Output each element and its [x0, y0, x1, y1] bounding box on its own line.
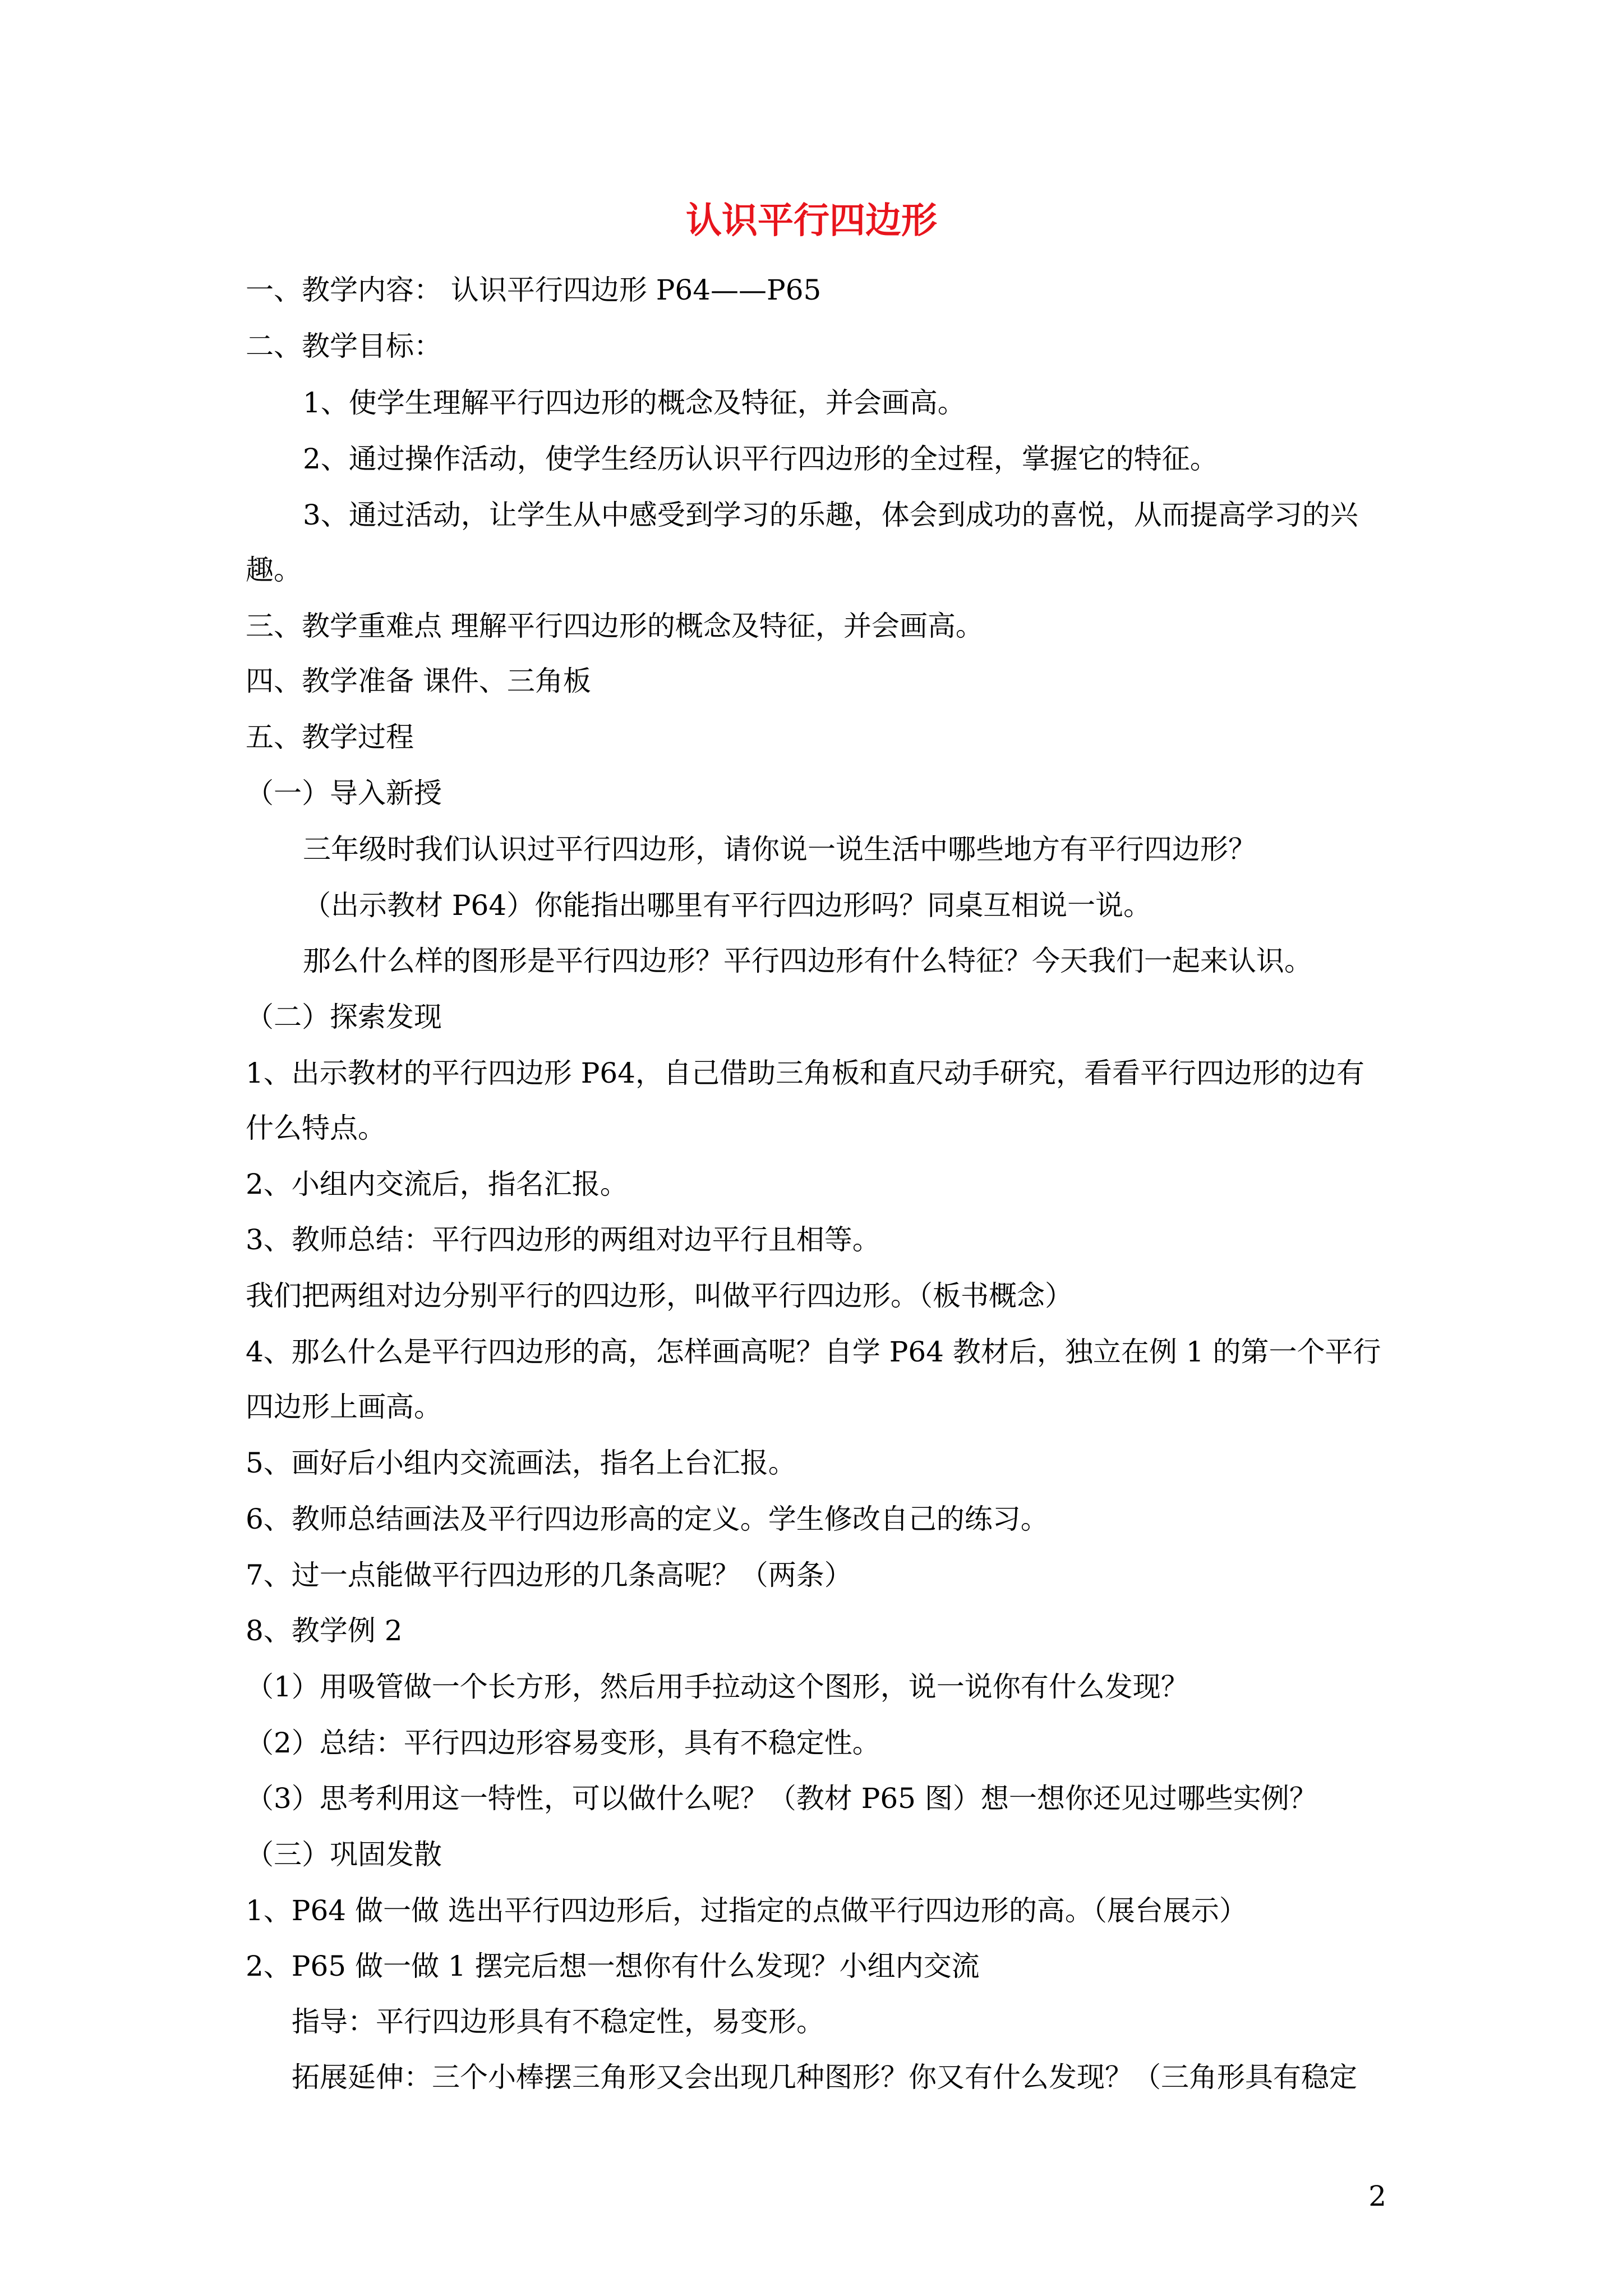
text-line: 三、教学重难点 理解平行四边形的概念及特征，并会画高。 [246, 610, 984, 642]
text-line: 3、通过活动，让学生从中感受到学习的乐趣，体会到成功的喜悦，从而提高学习的兴 [303, 499, 1358, 531]
text-line: （1）用吸管做一个长方形，然后用手拉动这个图形，说一说你有什么发现？ [246, 1671, 1189, 1703]
page-number: 2 [1368, 2180, 1386, 2212]
text-line: 2、小组内交流后，指名汇报。 [246, 1168, 628, 1200]
text-line: （出示教材 P64）你能指出哪里有平行四边形吗？同桌互相说一说。 [303, 889, 1152, 922]
text-line: 1、使学生理解平行四边形的概念及特征，并会画高。 [303, 386, 966, 419]
text-line: 4、那么什么是平行四边形的高，怎样画高呢？自学 P64 教材后，独立在例 1 的第一个平行 [246, 1336, 1381, 1368]
text-line: 2、通过操作活动，使学生经历认识平行四边形的全过程，掌握它的特征。 [303, 443, 1218, 475]
text-line: 四、教学准备 课件、三角板 [246, 665, 591, 697]
text-line: 7、过一点能做平行四边形的几条高呢？（两条） [246, 1559, 852, 1591]
text-line: 三年级时我们认识过平行四边形，请你说一说生活中哪些地方有平行四边形？ [303, 833, 1256, 866]
text-line: 二、教学目标： [246, 330, 442, 362]
text-line: （一）导入新授 [246, 777, 442, 809]
text-line: 6、教师总结画法及平行四边形高的定义。学生修改自己的练习。 [246, 1503, 1049, 1535]
text-line: （三）巩固发散 [246, 1838, 442, 1871]
text-line: 我们把两组对边分别平行的四边形，叫做平行四边形。（板书概念） [246, 1280, 1073, 1312]
text-line: 8、教学例 2 [246, 1614, 403, 1647]
text-line: 指导：平行四边形具有不稳定性，易变形。 [292, 2005, 824, 2038]
text-line: 什么特点。 [246, 1112, 386, 1144]
page-title: 认识平行四边形 [686, 200, 937, 242]
text-line: （2）总结：平行四边形容易变形，具有不稳定性。 [246, 1727, 880, 1759]
text-line: 那么什么样的图形是平行四边形？平行四边形有什么特征？今天我们一起来认识。 [303, 945, 1312, 977]
text-line: 五、教学过程 [246, 721, 414, 753]
text-line: 一、教学内容： 认识平行四边形 P64——P65 [246, 274, 822, 306]
text-line: （3）思考利用这一特性，可以做什么呢？（教材 P65 图）想一想你还见过哪些实例？ [246, 1782, 1317, 1815]
text-line: 拓展延伸：三个小棒摆三角形又会出现几种图形？你又有什么发现？（三角形具有稳定 [292, 2061, 1357, 2093]
text-line: 5、画好后小组内交流画法，指名上台汇报。 [246, 1447, 796, 1479]
text-line: 1、P64 做一做 选出平行四边形后，过指定的点做平行四边形的高。（展台展示） [246, 1894, 1247, 1927]
text-line: （二）探索发现 [246, 1001, 442, 1033]
text-line: 3、教师总结：平行四边形的两组对边平行且相等。 [246, 1223, 880, 1256]
text-line: 1、出示教材的平行四边形 P64，自己借助三角板和直尺动手研究，看看平行四边形的边有 [246, 1057, 1364, 1089]
text-line: 四边形上画高。 [246, 1391, 442, 1423]
text-line: 2、P65 做一做 1 摆完后想一想你有什么发现？小组内交流 [246, 1950, 980, 1982]
text-line: 趣。 [246, 554, 302, 586]
